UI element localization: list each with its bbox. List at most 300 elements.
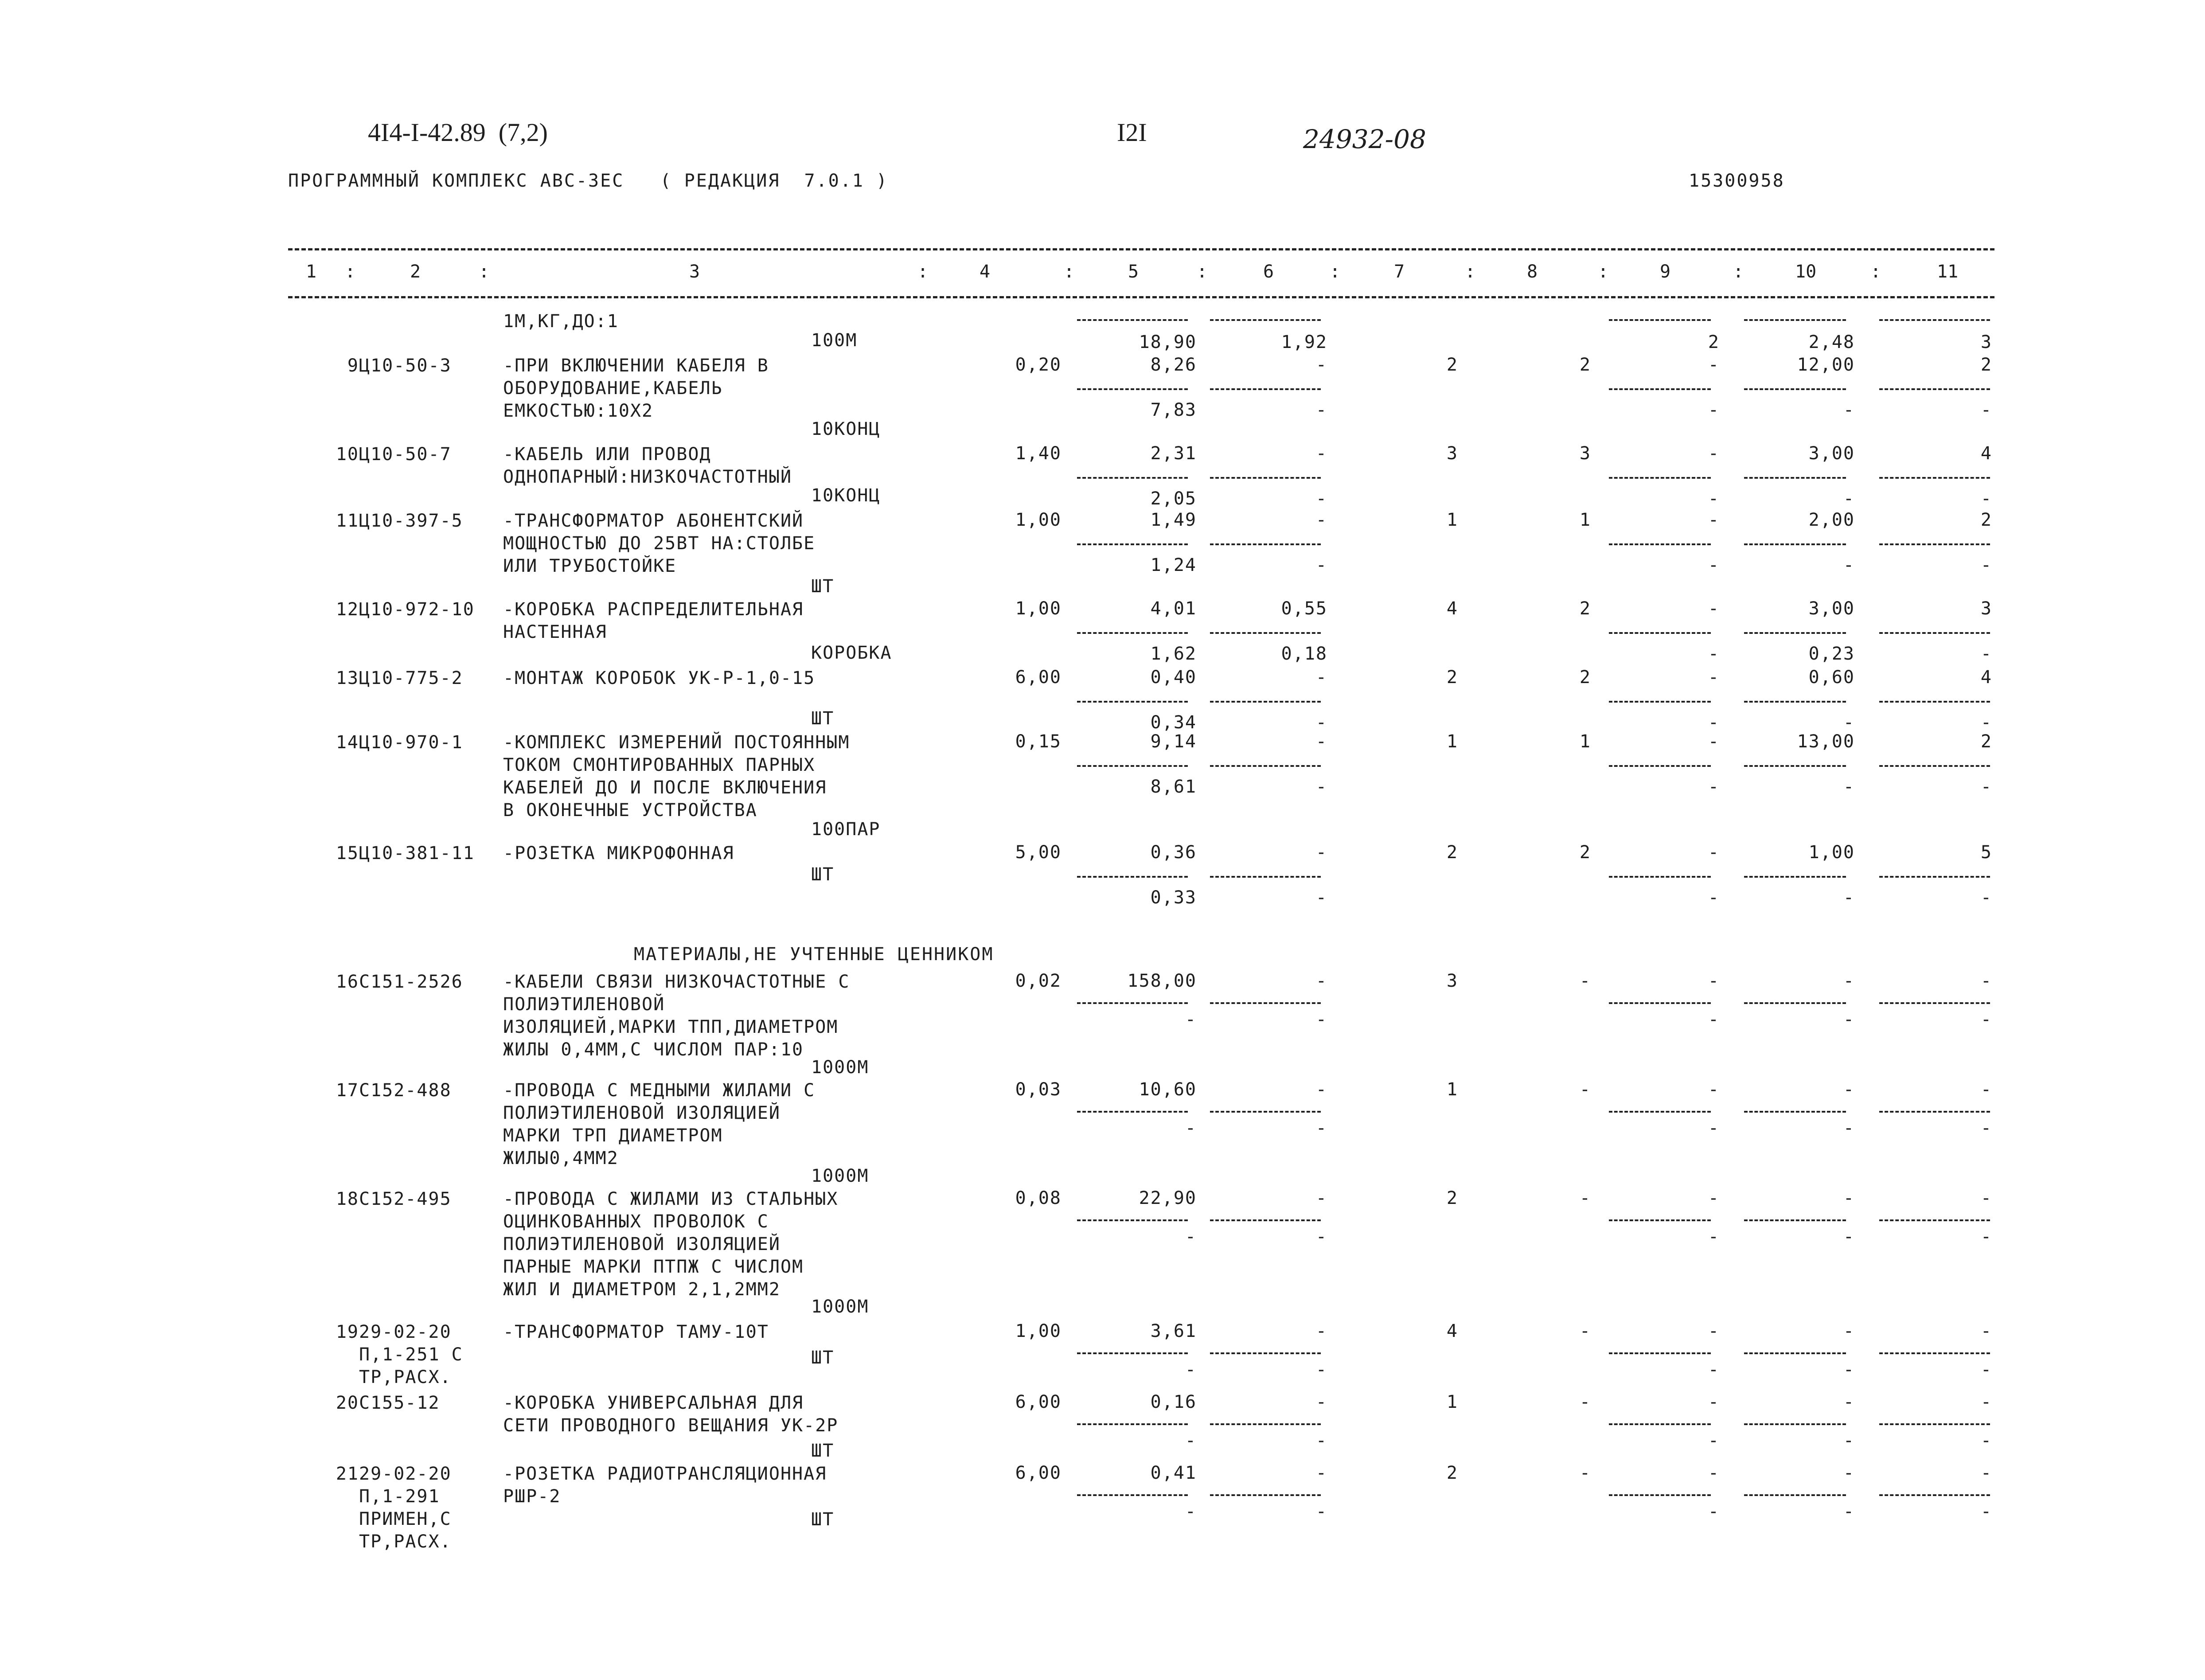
unit-cost: 1,49 xyxy=(1150,510,1197,530)
row-number: 21 xyxy=(336,1464,359,1484)
machine-wage: - xyxy=(1315,488,1327,509)
col11-value: - xyxy=(1980,971,1992,991)
material-description: -ПРОВОДА С МЕДНЫМИ ЖИЛАМИ С xyxy=(503,1080,816,1101)
col10-value: - xyxy=(1843,1392,1855,1412)
col9-value: - xyxy=(1708,443,1720,464)
unit-cost: 9,14 xyxy=(1150,731,1197,752)
col11-value: 5 xyxy=(1980,842,1992,863)
cell-rule xyxy=(1879,477,1990,479)
machine-wage: - xyxy=(1315,1009,1327,1030)
col8-value: - xyxy=(1579,1392,1591,1412)
cell-rule xyxy=(1879,876,1990,878)
unit-label: КОРОБКА xyxy=(811,643,892,663)
col9-rule xyxy=(1609,319,1711,321)
total-cost: 18,90 xyxy=(1139,332,1197,352)
unit-cost: 22,90 xyxy=(1139,1188,1197,1208)
col11-sub: - xyxy=(1980,644,1992,664)
col8-value: - xyxy=(1579,1463,1591,1483)
col9-value: - xyxy=(1708,1079,1720,1100)
price-code: С152-495 xyxy=(359,1189,452,1209)
cell-rule xyxy=(1879,701,1990,703)
quantity: 1,00 xyxy=(1015,1321,1062,1341)
col6-rule xyxy=(1210,319,1321,321)
col11-top: 3 xyxy=(1980,332,1992,352)
unit-label: ШТ xyxy=(811,708,835,729)
cell-rule xyxy=(1077,632,1188,634)
unit-label: 100ПАР xyxy=(811,819,881,840)
col9-value: - xyxy=(1708,971,1720,991)
row-number: 17 xyxy=(336,1080,359,1101)
cell-rule xyxy=(1609,388,1711,390)
cell-rule xyxy=(1879,1352,1990,1354)
cell-rule xyxy=(1744,1219,1846,1221)
material-description: -ТРАНСФОРМАТОР ТАМУ-10Т xyxy=(503,1322,769,1342)
document-code: 4I4-I-42.89 (7,2) xyxy=(368,118,548,147)
col11-value: 4 xyxy=(1980,667,1992,688)
cell-rule xyxy=(1744,876,1846,878)
work-description: -ТРАНСФОРМАТОР АБОНЕНТСКИЙ xyxy=(503,511,804,531)
cell-rule xyxy=(1744,477,1846,479)
machine-wage: - xyxy=(1315,712,1327,733)
machine-wage: - xyxy=(1315,555,1327,575)
col10-value: - xyxy=(1843,971,1855,991)
col11-sub: - xyxy=(1980,1227,1992,1247)
col5-rule xyxy=(1077,319,1188,321)
quantity: 0,02 xyxy=(1015,971,1062,991)
machine-wage: - xyxy=(1315,777,1327,797)
col-header-11: 11 xyxy=(1937,262,1959,282)
unit-label: ШТ xyxy=(811,1509,835,1530)
unit-label: 10КОНЦ xyxy=(811,419,881,439)
col8-value: 1 xyxy=(1579,510,1591,530)
col9-value: - xyxy=(1708,510,1720,530)
cell-rule xyxy=(1609,543,1711,545)
wage-cost: - xyxy=(1185,1227,1197,1247)
col10-value: - xyxy=(1843,1321,1855,1341)
col10-value: 13,00 xyxy=(1797,731,1855,752)
machine-cost: 0,55 xyxy=(1281,598,1327,619)
wage-cost: - xyxy=(1185,1430,1197,1451)
col7-value: 1 xyxy=(1446,731,1458,752)
wage-cost: 8,61 xyxy=(1150,777,1197,797)
cell-rule xyxy=(1609,1494,1711,1496)
col10-value: - xyxy=(1843,1463,1855,1483)
wage-cost: 2,05 xyxy=(1150,488,1197,509)
wage-cost: 1,62 xyxy=(1150,644,1197,664)
col10-sub: - xyxy=(1843,488,1855,509)
page-number: I2I xyxy=(1117,118,1147,147)
col9-sub: - xyxy=(1708,712,1720,733)
col7-value: 1 xyxy=(1446,1079,1458,1100)
col-separator: : xyxy=(1733,262,1744,282)
unit-cost: 10,60 xyxy=(1139,1079,1197,1100)
machine-wage: - xyxy=(1315,400,1327,420)
col-header-7: 7 xyxy=(1394,262,1405,282)
table-top-rule xyxy=(288,248,1994,250)
price-code: Ц10-50-3 xyxy=(359,356,452,376)
quantity: 6,00 xyxy=(1015,1463,1062,1483)
unit-cost: 3,61 xyxy=(1150,1321,1197,1341)
row-number: 11 xyxy=(336,511,359,531)
col9-sub: - xyxy=(1708,400,1720,420)
cell-rule xyxy=(1210,388,1321,390)
col-header-8: 8 xyxy=(1527,262,1538,282)
quantity: 0,20 xyxy=(1015,355,1062,375)
row-number: 9 xyxy=(347,356,359,376)
material-description: РШР-2 xyxy=(503,1486,561,1507)
col11-value: 4 xyxy=(1980,443,1992,464)
wage-cost: 0,34 xyxy=(1150,712,1197,733)
price-code: Ц10-50-7 xyxy=(359,444,452,465)
price-code: 29-02-20 xyxy=(359,1322,452,1342)
unit-label: 1000М xyxy=(811,1166,869,1186)
machine-wage: 0,18 xyxy=(1281,644,1327,664)
work-description: -МОНТАЖ КОРОБОК УК-Р-1,0-15 xyxy=(503,668,816,688)
cell-rule xyxy=(1077,1423,1188,1425)
machine-cost: - xyxy=(1315,731,1327,752)
cell-rule xyxy=(1879,765,1990,767)
col10-sub: - xyxy=(1843,1009,1855,1030)
work-description: ОБОРУДОВАНИЕ,КАБЕЛЬ xyxy=(503,378,723,399)
col10-value: 3,00 xyxy=(1808,598,1855,619)
work-description: -КАБЕЛЬ ИЛИ ПРОВОД xyxy=(503,444,711,465)
col-separator: : xyxy=(1064,262,1075,282)
cell-rule xyxy=(1744,388,1846,390)
row-number: 15 xyxy=(336,843,359,863)
program-title: ПРОГРАММНЫЙ КОМПЛЕКС АВС-3ЕС ( РЕДАКЦИЯ 7.0.1 ) xyxy=(288,171,889,191)
col7-value: 1 xyxy=(1446,510,1458,530)
col10-sub: - xyxy=(1843,1227,1855,1247)
material-description: ИЗОЛЯЦИЕЙ,МАРКИ ТПП,ДИАМЕТРОМ xyxy=(503,1017,839,1037)
col10-value: - xyxy=(1843,1188,1855,1208)
col-header-3: 3 xyxy=(689,262,700,282)
col10-sub: - xyxy=(1843,1501,1855,1522)
col7-value: 3 xyxy=(1446,971,1458,991)
price-code: П,1-251 С xyxy=(359,1344,463,1365)
cell-rule xyxy=(1210,1352,1321,1354)
cell-rule xyxy=(1879,543,1990,545)
col8-value: - xyxy=(1579,1188,1591,1208)
col-header-4: 4 xyxy=(980,262,991,282)
unit-cost: 8,26 xyxy=(1150,355,1197,375)
cell-rule xyxy=(1744,1352,1846,1354)
cell-rule xyxy=(1210,765,1321,767)
machine-cost: - xyxy=(1315,355,1327,375)
col8-value: 3 xyxy=(1579,443,1591,464)
col11-sub: - xyxy=(1980,1360,1992,1380)
unit-cost: 0,41 xyxy=(1150,1463,1197,1483)
col10-value: 1,00 xyxy=(1808,842,1855,863)
handwritten-number: 24932-08 xyxy=(1303,124,1426,154)
col-separator: : xyxy=(345,262,356,282)
col8-value: 2 xyxy=(1579,355,1591,375)
cell-rule xyxy=(1744,543,1846,545)
cell-rule xyxy=(1210,701,1321,703)
col8-value: - xyxy=(1579,1321,1591,1341)
col11-value: - xyxy=(1980,1392,1992,1412)
work-description: ЕМКОСТЬЮ:10Х2 xyxy=(503,401,654,421)
col10-value: 12,00 xyxy=(1797,355,1855,375)
col7-value: 2 xyxy=(1446,1188,1458,1208)
col11-sub: - xyxy=(1980,1118,1992,1138)
cell-rule xyxy=(1744,1111,1846,1113)
col8-value: 2 xyxy=(1579,842,1591,863)
cell-rule xyxy=(1077,876,1188,878)
cell-rule xyxy=(1744,765,1846,767)
col-header-10: 10 xyxy=(1795,262,1817,282)
col9-value: - xyxy=(1708,598,1720,619)
cell-rule xyxy=(1609,1219,1711,1221)
unit-cost: 0,36 xyxy=(1150,842,1197,863)
unit-label: 1000М xyxy=(811,1057,869,1078)
col-header-1: 1 xyxy=(306,262,317,282)
col11-value: 2 xyxy=(1980,510,1992,530)
cell-rule xyxy=(1609,632,1711,634)
cell-rule xyxy=(1077,388,1188,390)
col7-value: 3 xyxy=(1446,443,1458,464)
col9-value: - xyxy=(1708,355,1720,375)
cell-rule xyxy=(1879,1423,1990,1425)
cell-rule xyxy=(1879,388,1990,390)
unit-label: 1000М xyxy=(811,1297,869,1317)
row-number: 16 xyxy=(336,972,359,992)
col9-top: 2 xyxy=(1708,332,1720,352)
cell-rule xyxy=(1609,876,1711,878)
col7-value: 2 xyxy=(1446,842,1458,863)
work-description: ИЛИ ТРУБОСТОЙКЕ xyxy=(503,556,677,576)
col10-value: 0,60 xyxy=(1808,667,1855,688)
price-code: ТР,РАСХ. xyxy=(359,1367,452,1387)
quantity: 6,00 xyxy=(1015,667,1062,688)
col9-value: - xyxy=(1708,842,1720,863)
col9-value: - xyxy=(1708,1188,1720,1208)
col8-value: - xyxy=(1579,971,1591,991)
price-code: Ц10-775-2 xyxy=(359,668,463,688)
col7-value: 2 xyxy=(1446,667,1458,688)
col7-value: 4 xyxy=(1446,598,1458,619)
cell-rule xyxy=(1077,1352,1188,1354)
machine-wage: - xyxy=(1315,1501,1327,1522)
material-description: -ПРОВОДА С ЖИЛАМИ ИЗ СТАЛЬНЫХ xyxy=(503,1189,839,1209)
material-description: ПОЛИЭТИЛЕНОВОЙ ИЗОЛЯЦИЕЙ xyxy=(503,1103,781,1123)
col10-value: 3,00 xyxy=(1808,443,1855,464)
quantity: 0,08 xyxy=(1015,1188,1062,1208)
material-description: ПОЛИЭТИЛЕНОВОЙ xyxy=(503,994,665,1015)
quantity: 0,03 xyxy=(1015,1079,1062,1100)
col10-sub: - xyxy=(1843,887,1855,908)
col9-sub: - xyxy=(1708,777,1720,797)
cell-rule xyxy=(1210,632,1321,634)
col9-value: - xyxy=(1708,1463,1720,1483)
cell-rule xyxy=(1077,477,1188,479)
col7-value: 4 xyxy=(1446,1321,1458,1341)
cell-rule xyxy=(1210,1111,1321,1113)
machine-cost: - xyxy=(1315,1392,1327,1412)
col-header-6: 6 xyxy=(1263,262,1274,282)
col10-sub: - xyxy=(1843,1360,1855,1380)
col10-value: 2,00 xyxy=(1808,510,1855,530)
col9-sub: - xyxy=(1708,644,1720,664)
cell-rule xyxy=(1879,1219,1990,1221)
cell-rule xyxy=(1879,632,1990,634)
cell-rule xyxy=(1744,1002,1846,1004)
work-description: ОДНОПАРНЫЙ:НИЗКОЧАСТОТНЫЙ xyxy=(503,467,792,487)
cell-rule xyxy=(1609,1423,1711,1425)
quantity: 1,00 xyxy=(1015,510,1062,530)
cell-rule xyxy=(1077,1494,1188,1496)
unit-label: ШТ xyxy=(811,1441,835,1461)
price-code: 29-02-20 xyxy=(359,1464,452,1484)
quantity: 1,40 xyxy=(1015,443,1062,464)
section-title: МАТЕРИАЛЫ,НЕ УЧТЕННЫЕ ЦЕННИКОМ xyxy=(634,944,994,965)
unit-label: 100М xyxy=(811,330,858,351)
col-separator: : xyxy=(1465,262,1476,282)
col8-value: 2 xyxy=(1579,598,1591,619)
work-description: -КОМПЛЕКС ИЗМЕРЕНИЙ ПОСТОЯННЫМ xyxy=(503,732,850,753)
machine-cost: - xyxy=(1315,842,1327,863)
material-description: СЕТИ ПРОВОДНОГО ВЕЩАНИЯ УК-2Р xyxy=(503,1415,839,1436)
work-description: МОЩНОСТЬЮ ДО 25ВТ НА:СТОЛБЕ xyxy=(503,533,816,554)
unit-cost: 158,00 xyxy=(1127,971,1197,991)
col9-sub: - xyxy=(1708,1501,1720,1522)
machine-cost: - xyxy=(1315,1079,1327,1100)
machine-wage: - xyxy=(1315,1227,1327,1247)
material-description: -КАБЕЛИ СВЯЗИ НИЗКОЧАСТОТНЫЕ С xyxy=(503,972,850,992)
cell-rule xyxy=(1210,876,1321,878)
continuation-text: 1М,КГ,ДО:1 xyxy=(503,311,619,332)
cell-rule xyxy=(1879,1111,1990,1113)
material-description: -КОРОБКА УНИВЕРСАЛЬНАЯ ДЛЯ xyxy=(503,1393,804,1413)
col10-sub: - xyxy=(1843,555,1855,575)
price-code: С151-2526 xyxy=(359,972,463,992)
machine-cost: - xyxy=(1315,510,1327,530)
row-number: 20 xyxy=(336,1393,359,1413)
col9-sub: - xyxy=(1708,1118,1720,1138)
col-header-5: 5 xyxy=(1128,262,1139,282)
cell-rule xyxy=(1077,1002,1188,1004)
table-header-rule xyxy=(288,296,1994,298)
cell-rule xyxy=(1879,1494,1990,1496)
col11-sub: - xyxy=(1980,1501,1992,1522)
cell-rule xyxy=(1077,701,1188,703)
cell-rule xyxy=(1609,1002,1711,1004)
material-description: -РОЗЕТКА РАДИОТРАНСЛЯЦИОННАЯ xyxy=(503,1464,827,1484)
col10-sub: - xyxy=(1843,1118,1855,1138)
machine-cost: - xyxy=(1315,1188,1327,1208)
material-description: ЖИЛЫ 0,4ММ,С ЧИСЛОМ ПАР:10 xyxy=(503,1039,804,1060)
col9-sub: - xyxy=(1708,1227,1720,1247)
cell-rule xyxy=(1609,701,1711,703)
unit-cost: 0,16 xyxy=(1150,1392,1197,1412)
cell-rule xyxy=(1744,632,1846,634)
machine-cost: - xyxy=(1315,443,1327,464)
col-separator: : xyxy=(1870,262,1881,282)
col9-sub: - xyxy=(1708,1360,1720,1380)
col9-sub: - xyxy=(1708,555,1720,575)
cell-rule xyxy=(1744,701,1846,703)
col11-value: 2 xyxy=(1980,731,1992,752)
material-description: ОЦИНКОВАННЫХ ПРОВОЛОК С xyxy=(503,1211,769,1232)
cell-rule xyxy=(1210,1219,1321,1221)
wage-cost: 0,33 xyxy=(1150,887,1197,908)
cell-rule xyxy=(1609,765,1711,767)
work-description: КАБЕЛЕЙ ДО И ПОСЛЕ ВКЛЮЧЕНИЯ xyxy=(503,777,827,798)
price-code: С152-488 xyxy=(359,1080,452,1101)
col-separator: : xyxy=(1330,262,1341,282)
price-code: Ц10-970-1 xyxy=(359,732,463,753)
unit-label: ШТ xyxy=(811,576,835,597)
col8-value: 2 xyxy=(1579,667,1591,688)
col11-value: 3 xyxy=(1980,598,1992,619)
row-number: 12 xyxy=(336,599,359,620)
price-code: ПРИМЕН,С xyxy=(359,1509,452,1529)
unit-label: ШТ xyxy=(811,1348,835,1368)
cell-rule xyxy=(1210,1423,1321,1425)
wage-cost: - xyxy=(1185,1009,1197,1030)
col10-sub: - xyxy=(1843,777,1855,797)
material-description: ПАРНЫЕ МАРКИ ПТПЖ С ЧИСЛОМ xyxy=(503,1257,804,1277)
cell-rule xyxy=(1609,1111,1711,1113)
cell-rule xyxy=(1744,1494,1846,1496)
col9-value: - xyxy=(1708,1392,1720,1412)
col11-sub: - xyxy=(1980,887,1992,908)
work-description: -РОЗЕТКА МИКРОФОННАЯ xyxy=(503,843,734,863)
col10-value: - xyxy=(1843,1079,1855,1100)
row-number: 10 xyxy=(336,444,359,465)
material-description: ЖИЛЫ0,4ММ2 xyxy=(503,1148,619,1168)
row-number: 19 xyxy=(336,1322,359,1342)
col-separator: : xyxy=(1598,262,1609,282)
col10-sub: - xyxy=(1843,400,1855,420)
col9-value: - xyxy=(1708,1321,1720,1341)
col11-sub: - xyxy=(1980,400,1992,420)
cell-rule xyxy=(1077,765,1188,767)
machine-cost: - xyxy=(1315,1463,1327,1483)
cell-rule xyxy=(1609,1352,1711,1354)
price-code: П,1-291 xyxy=(359,1486,440,1507)
col8-value: 1 xyxy=(1579,731,1591,752)
col-header-9: 9 xyxy=(1660,262,1671,282)
col11-value: - xyxy=(1980,1463,1992,1483)
cell-rule xyxy=(1210,543,1321,545)
col-separator: : xyxy=(917,262,929,282)
col10-sub: - xyxy=(1843,1430,1855,1451)
wage-cost: 1,24 xyxy=(1150,555,1197,575)
row-number: 14 xyxy=(336,732,359,753)
col7-value: 2 xyxy=(1446,355,1458,375)
machine-cost: - xyxy=(1315,971,1327,991)
price-code: Ц10-397-5 xyxy=(359,511,463,531)
col11-rule xyxy=(1879,319,1990,321)
cell-rule xyxy=(1210,477,1321,479)
col11-sub: - xyxy=(1980,555,1992,575)
work-description: ТОКОМ СМОНТИРОВАННЫХ ПАРНЫХ xyxy=(503,755,816,775)
col9-value: - xyxy=(1708,731,1720,752)
cell-rule xyxy=(1077,1219,1188,1221)
col9-sub: - xyxy=(1708,1430,1720,1451)
col9-sub: - xyxy=(1708,488,1720,509)
row-number: 13 xyxy=(336,668,359,688)
col10-rule xyxy=(1744,319,1846,321)
col11-value: - xyxy=(1980,1188,1992,1208)
unit-cost: 2,31 xyxy=(1150,443,1197,464)
row-number: 18 xyxy=(336,1189,359,1209)
cell-rule xyxy=(1210,1002,1321,1004)
machine-wage: - xyxy=(1315,1430,1327,1451)
cell-rule xyxy=(1210,1494,1321,1496)
col9-sub: - xyxy=(1708,1009,1720,1030)
quantity: 1,00 xyxy=(1015,598,1062,619)
